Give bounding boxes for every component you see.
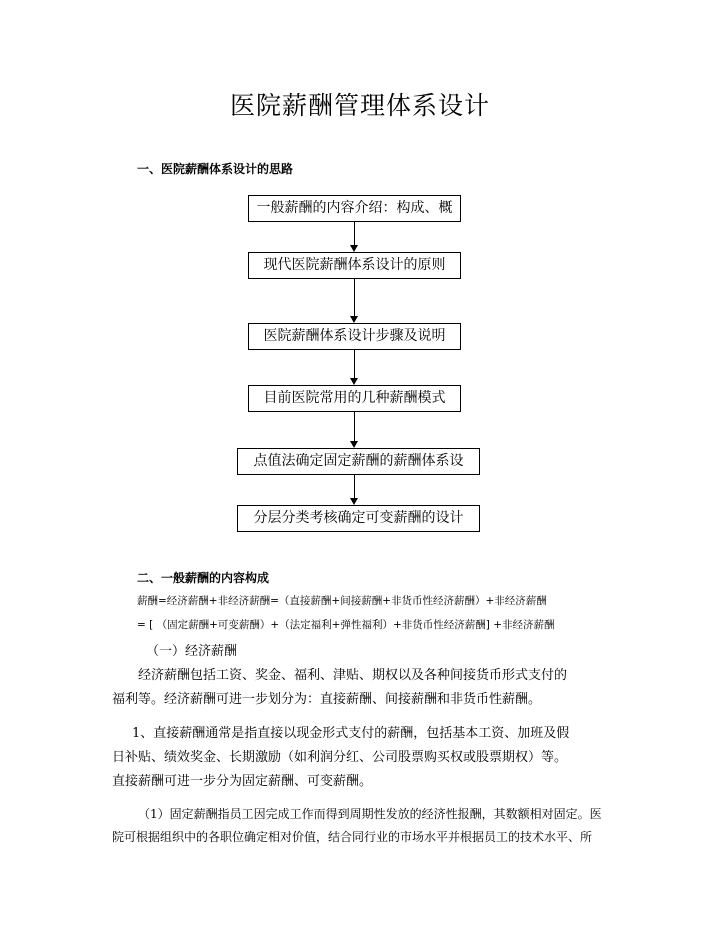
flow-step-1: 一般薪酬的内容介绍：构成、概 bbox=[248, 195, 461, 222]
paragraph-1 bbox=[112, 664, 612, 712]
formula-line-2: = [ （固定薪酬+可变薪酬）+（法定福利+弹性福利）+非货币性经济薪酬] +非经济薪酬 bbox=[137, 619, 555, 631]
flow-step-6: 分层分类考核确定可变薪酬的设计 bbox=[237, 505, 480, 532]
section-heading-2: 二、一般薪酬的内容构成 bbox=[137, 571, 270, 585]
arrow-down-icon bbox=[350, 441, 358, 448]
paragraph-line: 直接薪酬可进一步分为固定薪酬、可变薪酬。 bbox=[112, 774, 373, 789]
flow-connector-2 bbox=[354, 279, 355, 317]
flow-connector-4 bbox=[354, 412, 355, 442]
arrow-down-icon bbox=[350, 498, 358, 505]
subheading-economic-pay: （一）经济薪酬 bbox=[146, 644, 238, 659]
paragraph-line: 经济薪酬包括工资、奖金、福利、津贴、期权以及各种间接货币形式支付的 bbox=[138, 668, 568, 683]
flow-step-3: 医院薪酬体系设计步骤及说明 bbox=[248, 323, 461, 350]
arrow-down-icon bbox=[350, 378, 358, 385]
paragraph-line: 日补贴、绩效奖金、长期激励（如利润分红、公司股票购买权或股票期权）等。 bbox=[112, 750, 568, 765]
arrow-down-icon bbox=[350, 316, 358, 323]
flow-connector-3 bbox=[354, 350, 355, 379]
flow-step-5: 点值法确定固定薪酬的薪酬体系设 bbox=[237, 448, 480, 475]
paragraph-line: 1、直接薪酬通常是指直接以现金形式支付的薪酬，包括基本工资、加班及假 bbox=[132, 726, 570, 741]
paragraph-line: 院可根据组织中的各职位确定相对价值，结合同行业的市场水平并根据员工的技术水平、所 bbox=[112, 830, 593, 844]
paragraph-line: 福利等。经济薪酬可进一步划分为：直接薪酬、间接薪酬和非货币性薪酬。 bbox=[112, 692, 542, 707]
paragraph-2 bbox=[112, 722, 612, 794]
paragraph-line: （1）固定薪酬指员工因完成工作而得到周期性发放的经济性报酬，其数额相对固定。医 bbox=[138, 807, 602, 821]
paragraph-3 bbox=[112, 803, 620, 849]
flow-step-4: 目前医院常用的几种薪酬模式 bbox=[248, 385, 461, 412]
document-title: 医院薪酬管理体系设计 bbox=[229, 91, 490, 120]
flow-connector-1 bbox=[354, 222, 355, 246]
arrow-down-icon bbox=[350, 245, 358, 252]
section-heading-1: 一、医院薪酬体系设计的思路 bbox=[137, 162, 294, 176]
flow-step-2: 现代医院薪酬体系设计的原则 bbox=[248, 252, 461, 279]
flow-connector-5 bbox=[354, 475, 355, 499]
formula-line-1: 薪酬=经济薪酬+非经济薪酬=（直接薪酬+间接薪酬+非货币性经济薪酬）+非经济薪酬 bbox=[137, 595, 547, 607]
